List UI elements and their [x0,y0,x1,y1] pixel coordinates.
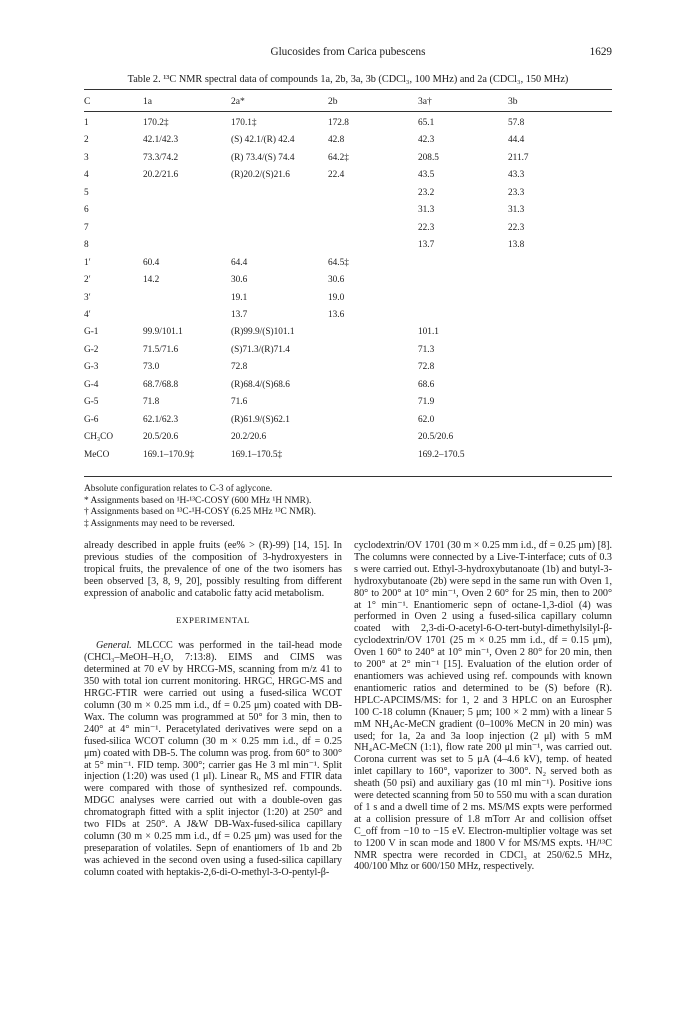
table-cell: 211.7 [508,152,529,163]
table-cell: 42.8 [328,135,345,146]
table-row-label: 5 [84,187,89,198]
table-cell: (R) 73.4/(S) 74.4 [231,152,295,163]
table-header-cell: C [84,96,91,107]
table-header-cell: 2b [328,96,338,107]
table-cell: 62.1/62.3 [143,414,179,425]
table-cell: 19.0 [328,292,345,303]
table-cell: (S)71.3/(R)71.4 [231,344,290,355]
table-cell: 20.2/21.6 [143,170,179,181]
table-cell: 31.3 [508,205,525,216]
left-column [84,540,342,879]
intro-paragraph: already described in apple fruits (ee% > (R)-99) [14, 15]. In previous studies of the composition of 3-hydroxyesters in tropical fruits, the prevalence of one of the two isomers has been observed [3, 8, 9, 20], possibly resulting from different expression of anabolic and catabolic fatty acid metabolism. [84,540,342,599]
experimental-lead: General. [96,640,132,652]
table-row-label: G-4 [84,379,99,390]
table-cell: 20.5/20.6 [143,432,179,443]
table-cell: 72.8 [231,362,248,373]
table-cell: 172.8 [328,118,349,128]
table-cell: 62.0 [418,414,435,425]
right-column [354,540,612,873]
table-row-label: 1′ [84,257,91,268]
table-header-rule [84,111,612,112]
table-cell: 65.1 [418,118,435,128]
table-cell: 13.7 [418,240,435,251]
table-row-label: 3′ [84,292,91,303]
table-cell: 71.9 [418,397,435,408]
table-cell: 13.8 [508,240,525,251]
page-header [84,46,612,60]
table-cell: 42.1/42.3 [143,135,179,146]
table-cell: 30.6 [328,275,345,285]
experimental-paragraph [84,640,342,878]
table-footnote: ‡ Assignments may need to be reversed. [84,518,235,529]
table-cell: 60.4 [143,257,160,268]
table-footnote: * Assignments based on ¹H-¹³C-COSY (600 MHz ¹H NMR). [84,495,312,506]
table-row-label: 2′ [84,275,91,285]
table-cell: 23.2 [418,187,435,198]
table-cell: 208.5 [418,152,439,163]
table-cell: 43.5 [418,170,435,181]
table-cell: (R)20.2/(S)21.6 [231,170,290,181]
table-cell: 22.4 [328,170,345,181]
table-cell: 64.4 [231,257,248,268]
table-top-rule [84,89,612,90]
running-title: Glucosides from Carica pubescens [270,46,426,58]
table-cell: 42.3 [418,135,435,146]
table-cell: 31.3 [418,205,435,216]
experimental-text: MLCCC was performed in the tail-head mode (CHCl₃–MeOH–H₂O, 7:13:8). EIMS and CIMS was determined at 70 eV by HRCG-MS, scanning from m/z 41 to 350 with total ion current monitoring. HRGC, HRGC-MS and HRGC-FTIR were carried out using a fused-silica WCOT column (30 m × 0.25 mm i.d., df = 0.25 μm) coated with DB-Wax. The column was programmed at 50° for 3 min, then to 240° at 4° min⁻¹. Peracetylated derivatives were sepd on a fused-silica WCOT column (30 m × 0.25 mm i.d., df = 0.25 μm) coated with DB-5. The column was prog. from 60° to 300° at 5° min⁻¹. FID temp. 300°; carrier gas He 3 ml min⁻¹. Split injection (1:20) was used (1 μl). Linear Rᵢ, MS and FTIR data were compared with those of synthesized ref. compounds. MDGC analyses were carried out with a double-oven gas chromatograph fitted with a split injector (1:20) at 250° and two FIDs at 250°. A J&W DB-Wax-fused-silica capillary column (30 m × 0.25 mm i.d., df = 0.25 μm) was used for the preseparation of volatiles. Sepn of enantiomers of 1b and 2b was achieved in the second oven using a fused-silica capillary column coated with heptakis-2,6-di-O-methyl-3-O-pentyl-β- [84,640,342,878]
table-row-label: 8 [84,240,89,251]
table-row-label: G-5 [84,397,99,408]
table-cell: 23.3 [508,187,525,198]
table-header-cell: 1a [143,96,153,107]
table-row-label: 2 [84,135,89,146]
table-row-label: MeCO [84,449,110,460]
table-cell: 13.7 [231,309,248,320]
table-cell: 169.1–170.9‡ [143,449,195,460]
table-cell: 71.5/71.6 [143,344,179,355]
table-cell: 71.8 [143,397,160,408]
table-cell: 14.2 [143,275,160,285]
table-bottom-rule [84,476,612,477]
table-row-label: G-2 [84,344,99,355]
table-cell: 43.3 [508,170,525,181]
table-row-label: 4′ [84,309,91,320]
table-row-label: 7 [84,222,89,233]
table-cell: (R)68.4/(S)68.6 [231,379,290,390]
table-cell: 170.1‡ [231,118,257,128]
table-row-label: G-6 [84,414,99,425]
table-cell: 20.5/20.6 [418,432,454,443]
table-cell: (R)99.9/(S)101.1 [231,327,295,338]
table-cell: 73.0 [143,362,160,373]
table-cell: 13.6 [328,309,345,320]
table-cell: 170.2‡ [143,118,169,128]
table-row-label: CH₃CO [84,432,114,443]
table-cell: 73.3/74.2 [143,152,179,163]
table-cell: (S) 42.1/(R) 42.4 [231,135,295,146]
table-header-cell: 3a† [418,96,432,107]
table-row-label: 4 [84,170,89,181]
table-cell: 169.1–170.5‡ [231,449,283,460]
table-cell: 64.2‡ [328,152,349,163]
table-cell: 99.9/101.1 [143,327,183,338]
table-header-cell: 2a* [231,96,245,107]
table-cell: 30.6 [231,275,248,285]
table-cell: 22.3 [418,222,435,233]
table-cell: 44.4 [508,135,525,146]
table-cell: 71.6 [231,397,248,408]
table-cell: 68.6 [418,379,435,390]
table-cell: 22.3 [508,222,525,233]
right-column-text: cyclodextrin/OV 1701 (30 m × 0.25 mm i.d., df = 0.25 μm) [8]. The columns were connected by a Live-T-interface; cuts of 0.3 s were carried out. Ethyl-3-hydroxybutanoate (1b) and butyl-3-hydroxybutanoate (2b) were sepd in the same run with Oven 1, 80° to 200° at 10° min⁻¹, Oven 2 60° for 25 min, then to 200° at 1° min⁻¹. Enantiomeric sepn of octane-1,3-diol (4) was performed in Oven 2 using a fused-silica capillary column coated with 2,3-di-O-acetyl-6-O-tert-butyl-dimethylsilyl-β-cyclodextrin/OV 1701 (25 m × 0.25 mm i.d., df = 0.15 μm), Oven 1 60° to 240° at 10° min⁻¹, Oven 2 80° for 20 min, then to 200° at 2° min⁻¹ [15]. Evaluation of the elution order of enantiomers was achieved using ref. compounds with known enantiomeric ratios and determined to be (S) before (R). HPLC-APCIMS/MS: for 1, 2 and 3 HPLC on an Eurospher 100 C-18 column (Knauer; 5 μm; 100 × 2 mm) with a linear 5 mM NH₄Ac-MeCN gradient (0–100% MeCN in 20 min) was used; for 1a, 2a and 3a loop injection (2 μl) with 5 mM NH₄AC-MeCN (1:1), flow rate 200 μl min⁻¹, was carried out. Corona current was set to 5 μA (4–4.6 kV), temp. of heated inlet capillary to 160°, vaporizer to 300°. N₂ served both as sheath (50 psi) and auxiliary gas (10 ml min⁻¹). Positive ions were detected scanning from 50 to 550 mu with a scan duration of 1 s and a dwell time of 2 ms. MS/MS expts were performed at a collision pressure of 1.8 mTorr Ar and collision offset C_off from −10 to −15 eV. Electron-multiplier voltage was set to 1200 V in scan mode and 1800 V for MS/MS expts. ¹H/¹³C NMR spectra were recorded in CDCl₃ at 250/62.5 MHz, 400/100 Mhz or 600/150 MHz, respectively. [354,540,612,873]
table-cell: 101.1 [418,327,439,338]
table-cell: 71.3 [418,344,435,355]
table-row-label: G-3 [84,362,99,373]
table-header-cell: 3b [508,96,518,107]
table-row-label: 6 [84,205,89,216]
table-footnote: † Assignments based on ¹³C-¹H-COSY (6.25 MHz ¹³C NMR). [84,507,316,517]
table-cell: 57.8 [508,118,525,128]
table-cell: 64.5‡ [328,257,349,268]
table-caption: Table 2. ¹³C NMR spectral data of compounds 1a, 2b, 3a, 3b (CDCl₃, 100 MHz) and 2a (CDCl₃, 150 MHz) [127,74,569,85]
section-heading: EXPERIMENTAL [176,614,250,625]
table-cell: 20.2/20.6 [231,432,267,443]
table-cell: 72.8 [418,362,435,373]
table-row-label: 3 [84,152,89,163]
table-cell: 19.1 [231,292,248,303]
table-row-label: 1 [84,118,89,128]
table-cell: 68.7/68.8 [143,379,179,390]
table-cell: 169.2–170.5 [418,449,465,460]
page-number: 1629 [589,46,612,58]
table-row-label: G-1 [84,327,99,338]
table-footnote: Absolute configuration relates to C-3 of aglycone. [84,484,273,494]
table-cell: (R)61.9/(S)62.1 [231,414,290,425]
